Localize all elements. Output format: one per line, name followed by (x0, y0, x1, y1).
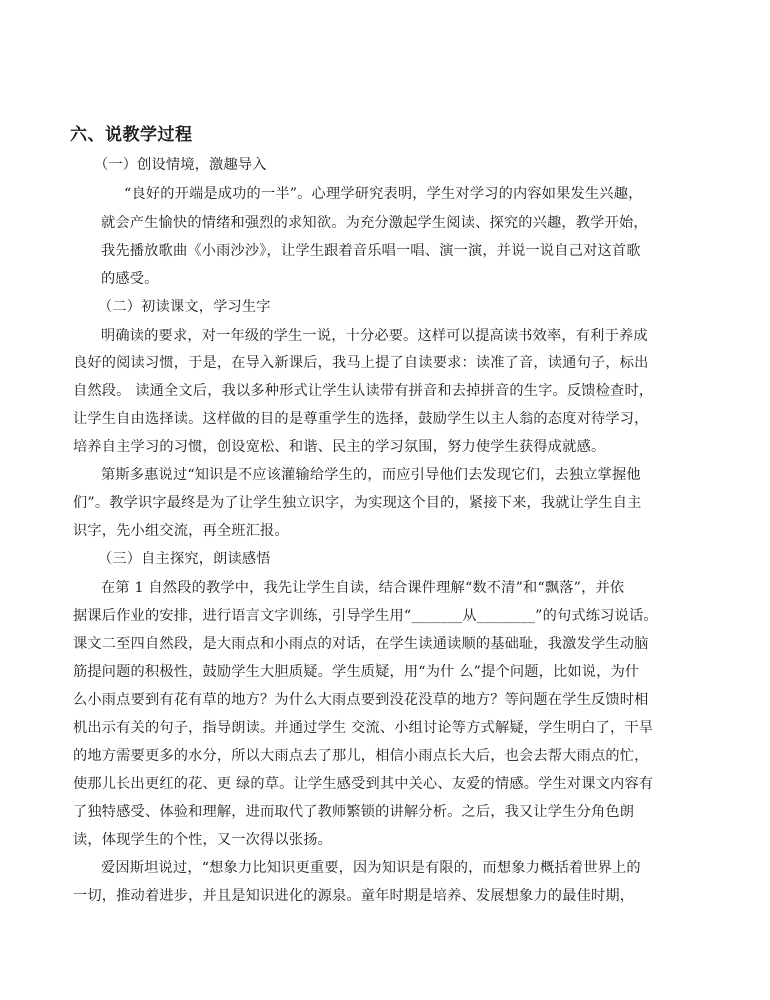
subsection-title-2: （二）初读课文，学习生字 (98, 299, 271, 315)
paragraph-line: 一切，推动着进步，并且是知识进化的源泉。童年时期是培养、发展想象力的最佳时期， (73, 888, 635, 904)
paragraph-line: 的地方需要更多的水分，所以大雨点去了那儿，相信小雨点长大后，也会去帮大雨点的忙， (73, 748, 649, 764)
paragraph-line: 识字，先小组交流，再全班汇报。 (73, 523, 289, 539)
paragraph-line: “良好的开端是成功的一半”。心理学研究表明，学生对学习的内容如果发生兴趣， (124, 186, 643, 202)
section-heading: 六、说教学过程 (70, 125, 193, 145)
paragraph-line: 使那儿长出更红的花、更 绿的草。让学生感受到其中关心、友爱的情感。学生对课文内容有 (73, 776, 654, 792)
paragraph-line: 机出示有关的句子，指导朗读。并通过学生 交流、小组讨论等方式解疑，学生明白了，干旱 (73, 720, 654, 736)
paragraph-line: 让学生自由选择读。这样做的目的是尊重学生的选择，鼓励学生以主人翁的态度对待学习， (73, 411, 649, 427)
paragraph-line: 自然段。 读通全文后，我以多种形式让学生认读带有拼音和去掉拼音的生字。反馈检查时， (73, 383, 654, 399)
paragraph-line: 筋提问题的积极性，鼓励学生大胆质疑。学生质疑，用“为什 么”提个问题，比如说，为什 (73, 664, 640, 680)
paragraph-line: 了独特感受、体验和理解，进而取代了教师繁锁的讲解分析。之后，我又让学生分角色朗 (73, 804, 635, 820)
paragraph-line: 的感受。 (101, 271, 159, 287)
paragraph-line: 么小雨点要到有花有草的地方？为什么大雨点要到没花没草的地方？等问题在学生反馈时相 (73, 692, 649, 708)
paragraph-line: 我先播放歌曲《小雨沙沙》，让学生跟着音乐唱一唱、演一演，并说一说自己对这首歌 (101, 243, 641, 259)
paragraph-line: 明确读的要求，对一年级的学生一说，十分必要。这样可以提高读书效率，有利于养成 (101, 328, 648, 344)
subsection-title-3: （三）自主探究，朗读感悟 (98, 551, 271, 567)
paragraph-line: 爱因斯坦说过，“想象力比知识更重要，因为知识是有限的，而想象力概括着世界上的 (101, 860, 641, 876)
paragraph-line: 课文二至四自然段，是大雨点和小雨点的对话，在学生读通读顺的基础耻，我激发学生动脑 (73, 636, 649, 652)
paragraph-line: 就会产生愉快的情绪和强烈的求知欲。为充分激起学生阅读、探究的兴趣，教学开始， (101, 215, 648, 231)
subsection-title-1: （一）创设情境，激趣导入 (94, 157, 267, 173)
paragraph-line: 培养自主学习的习惯，创设宽松、和谐、民主的学习氛围，努力使学生获得成就感。 (73, 439, 606, 455)
paragraph-line: 们”。教学识字最终是为了让学生独立识字，为实现这个目的，紧接下来，我就让学生自主 (73, 495, 642, 511)
paragraph-line: 良好的阅读习惯，于是，在导入新课后，我马上提了自读要求：读准了音，读通句子，标出 (73, 355, 649, 371)
paragraph-line: 据课后作业的安排，进行语言文字训练，引导学生用“_______从________”的句式练习说话。 (73, 608, 658, 624)
paragraph-line: 读，体现学生的个性，又一次得以张扬。 (73, 832, 332, 848)
paragraph-line: 在第 1 自然段的教学中，我先让学生自读，结合课件理解“数不清”和“飘落”，并依 (101, 580, 625, 596)
paragraph-line: 第斯多惠说过“知识是不应该灌输给学生的，而应引导他们去发现它们，去独立掌握他 (101, 467, 641, 483)
